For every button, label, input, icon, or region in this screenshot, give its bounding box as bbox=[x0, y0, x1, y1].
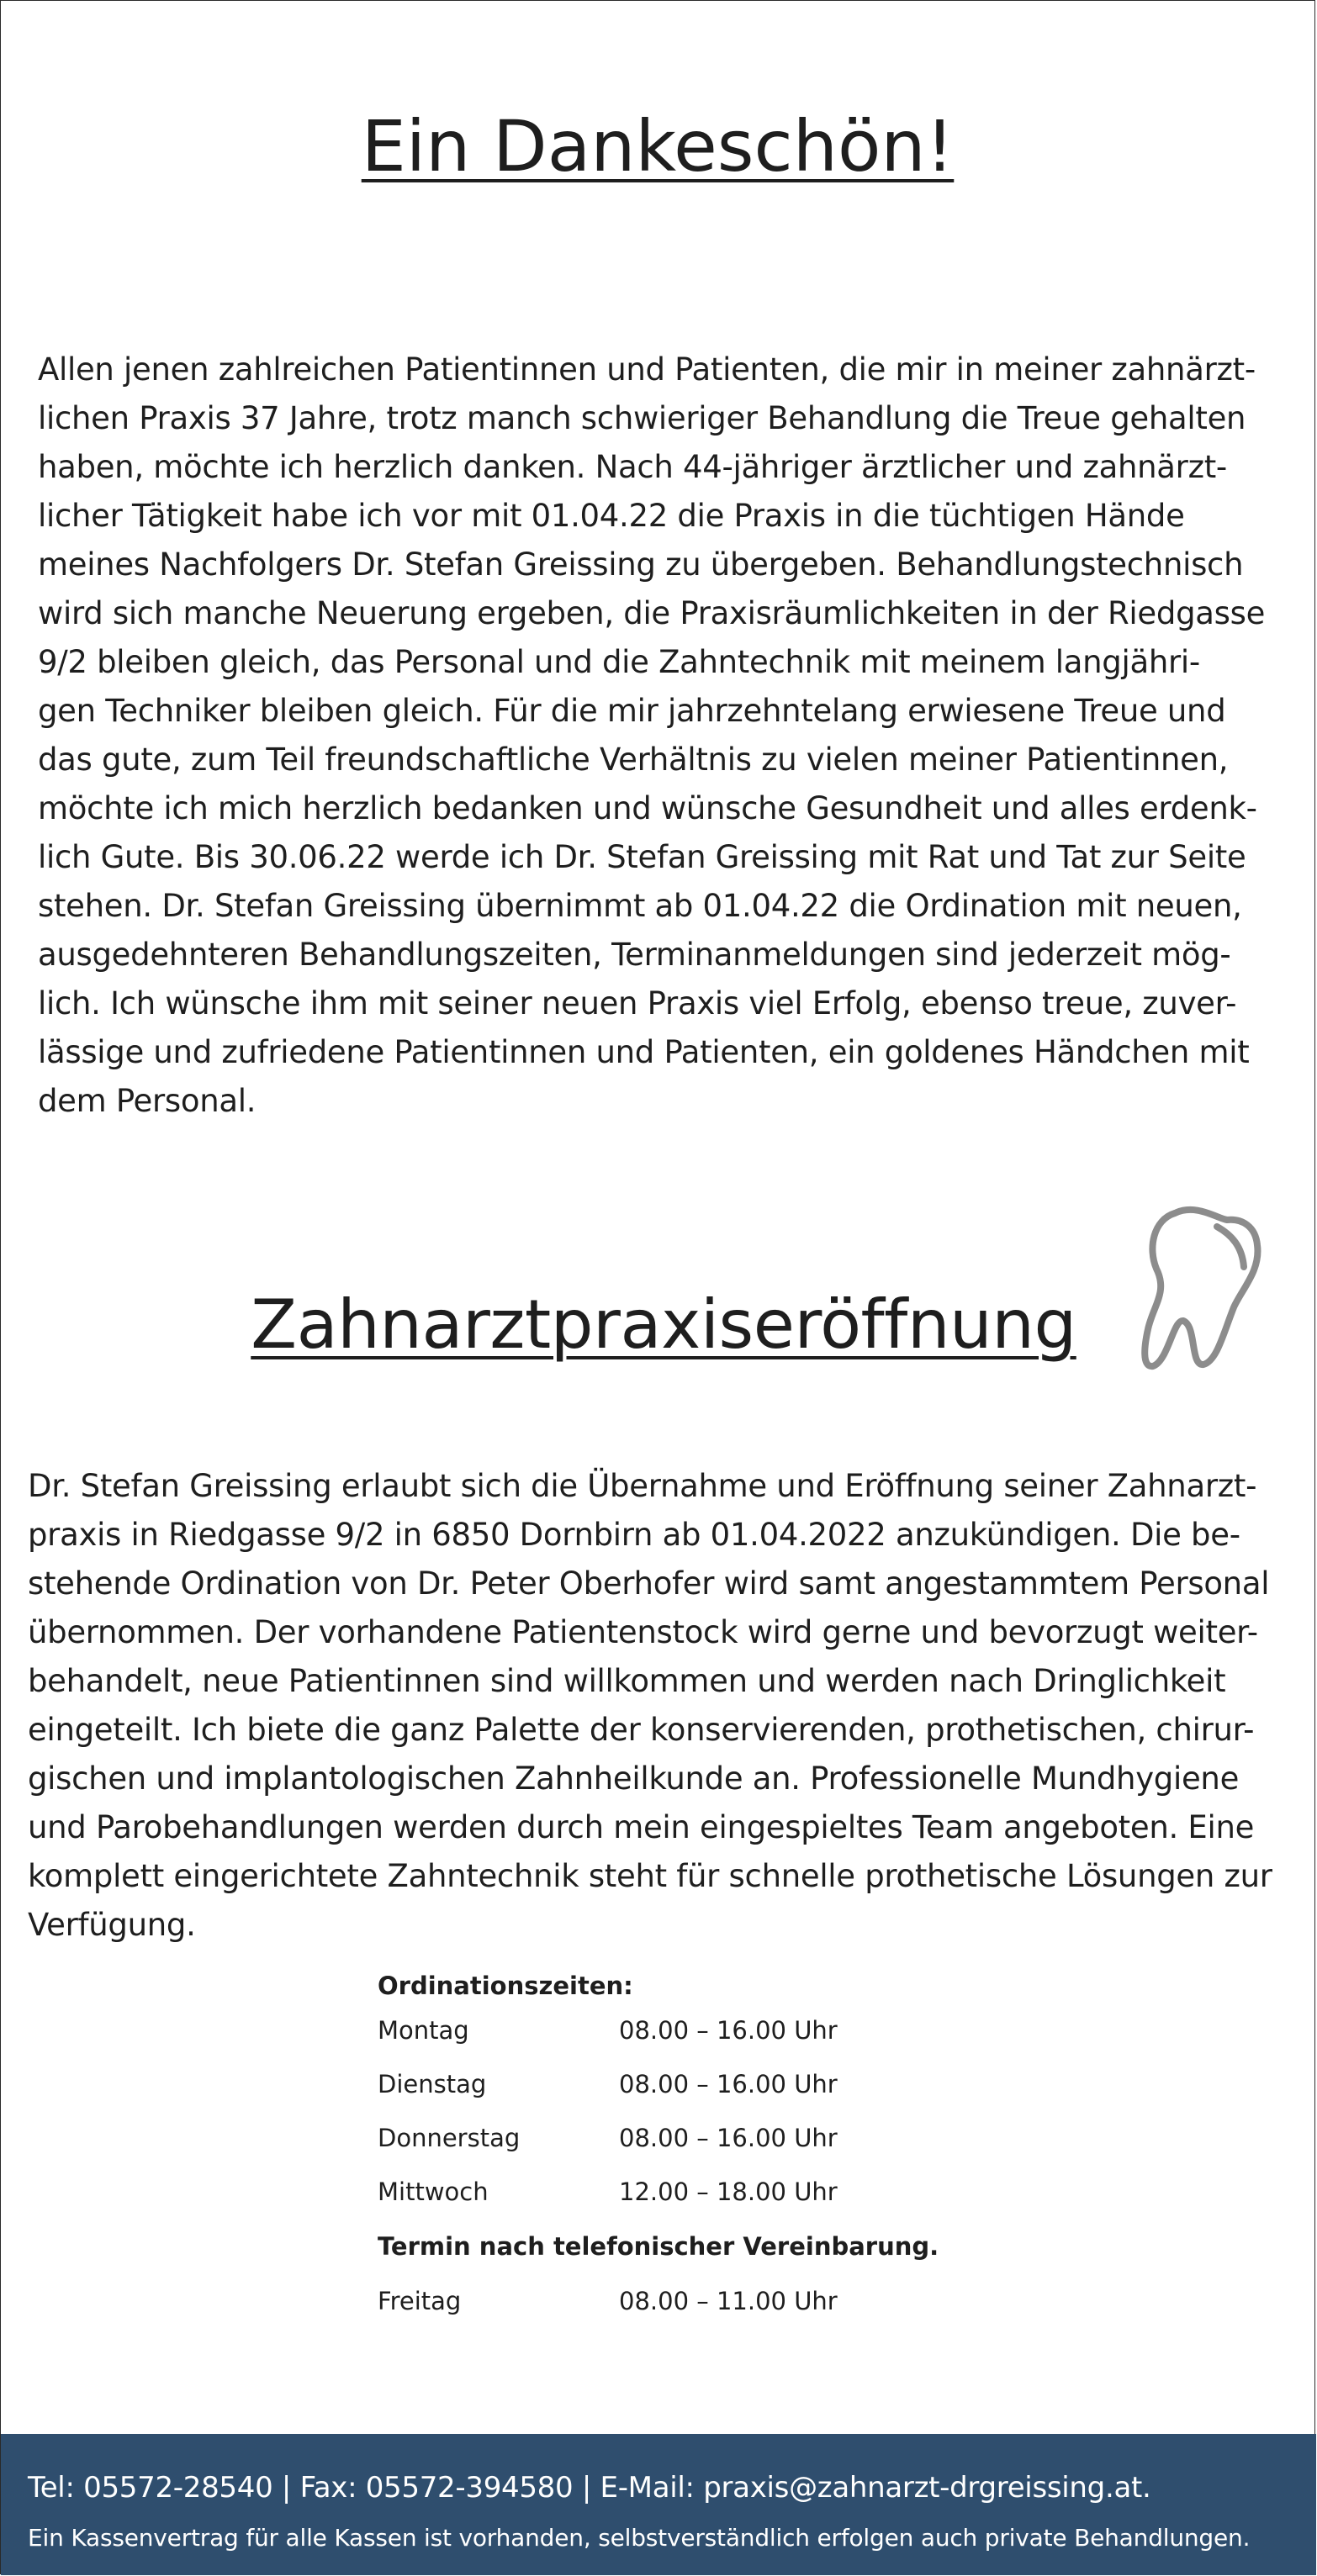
footer-contact-line: Tel: 05572-28540 | Fax: 05572-394580 | E-Mail: praxis@zahnarzt-drgreissing.at. bbox=[28, 2471, 1151, 2505]
hours-day: Montag bbox=[378, 2016, 469, 2045]
footer-insurance-note: Ein Kassenvertrag für alle Kassen ist vorhanden, selbstverständlich erfolgen auch private Behandlungen. bbox=[28, 2524, 1251, 2552]
hours-time: 08.00 – 11.00 Uhr bbox=[619, 2287, 838, 2315]
hours-row bbox=[378, 2057, 966, 2111]
hours-time: 08.00 – 16.00 Uhr bbox=[619, 2070, 838, 2098]
contact-footer bbox=[1, 2434, 1316, 2575]
appointment-note: Termin nach telefonischer Vereinbarung. bbox=[378, 2232, 939, 2261]
hours-time: 08.00 – 16.00 Uhr bbox=[619, 2016, 838, 2045]
hours-row bbox=[378, 2274, 966, 2328]
hours-time: 08.00 – 16.00 Uhr bbox=[619, 2124, 838, 2152]
hours-day: Freitag bbox=[378, 2287, 462, 2315]
tooth-icon bbox=[1116, 1201, 1269, 1378]
hours-row bbox=[378, 2165, 966, 2219]
practice-opening-text: Dr. Stefan Greissing erlaubt sich die Übernahme und Eröffnung seiner Zahnarzt- praxis in Riedgasse 9/2 in 6850 Dornbirn ab 01.04.2022 anzukündigen. Die be- stehende Ordination von Dr. Peter Oberhofer wird samt angestammtem Personal übernommen. Der vorhandene Patientenstock wird gerne und bevorzugt weiter- behandelt, neue Patientinnen sind willkommen und werden nach Dringlichkeit eingeteilt. Ich biete die ganz Palette der konservierenden, prothetischen, chirur- gischen und implantologischen Zahnheilkunde an. Professionelle Mundhygiene und Parobehandlungen werden durch mein eingespieltes Team angeboten. Eine komplett eingerichtete Zahntechnik steht für schnelle prothetische Lösungen zur Verfügung. bbox=[28, 1468, 1272, 1943]
thank-you-title: Ein Dankeschön! bbox=[361, 105, 955, 187]
thank-you-text: Allen jenen zahlreichen Patientinnen und Patienten, die mir in meiner zahnärzt- lichen Praxis 37 Jahre, trotz manch schwieriger Behandlung die Treue gehalten haben, möchte ich herzlich danken. Nach 44-jähriger ärztlicher und zahnärzt- licher Tätigkeit habe ich vor mit 01.04.22 die Praxis in die tüchtigen Hände meines Nachfolgers Dr. Stefan Greissing zu übergeben. Behandlungstechnisch wird sich manche Neuerung ergeben, die Praxisräumlichkeiten in der Riedgasse 9/2 bleiben gleich, das Personal und die Zahntechnik mit meinem langjähri- gen Techniker bleiben gleich. Für die mir jahrzehntelang erwiesene Treue und das gute, zum Teil freundschaftliche Verhältnis zu vielen meiner Patientinnen, möchte ich mich herzlich bedanken und wünsche Gesundheit und alles erdenk- lich Gute. Bis 30.06.22 werde ich Dr. Stefan Greissing mit Rat und Tat zur Seite stehen. Dr. Stefan Greissing übernimmt ab 01.04.22 die Ordination mit neuen, ausgedehnteren Behandlungszeiten, Terminanmeldungen sind jederzeit mög- lich. Ich wünsche ihm mit seiner neuen Praxis viel Erfolg, ebenso treue, zuver- lässige und zufriedene Patientinnen und Patienten, ein goldenes Händchen mit dem Personal. bbox=[38, 351, 1266, 1119]
practice-opening-title: Zahnarztpraxiseröffnung bbox=[251, 1285, 1076, 1364]
opening-hours-heading: Ordinationszeiten: bbox=[378, 1972, 633, 2000]
hours-day: Donnerstag bbox=[378, 2124, 521, 2152]
hours-time: 12.00 – 18.00 Uhr bbox=[619, 2177, 838, 2206]
opening-hours bbox=[378, 1968, 966, 2328]
hours-row bbox=[378, 2003, 966, 2057]
hours-day: Dienstag bbox=[378, 2070, 487, 2098]
hours-day: Mittwoch bbox=[378, 2177, 489, 2206]
hours-row bbox=[378, 2111, 966, 2165]
